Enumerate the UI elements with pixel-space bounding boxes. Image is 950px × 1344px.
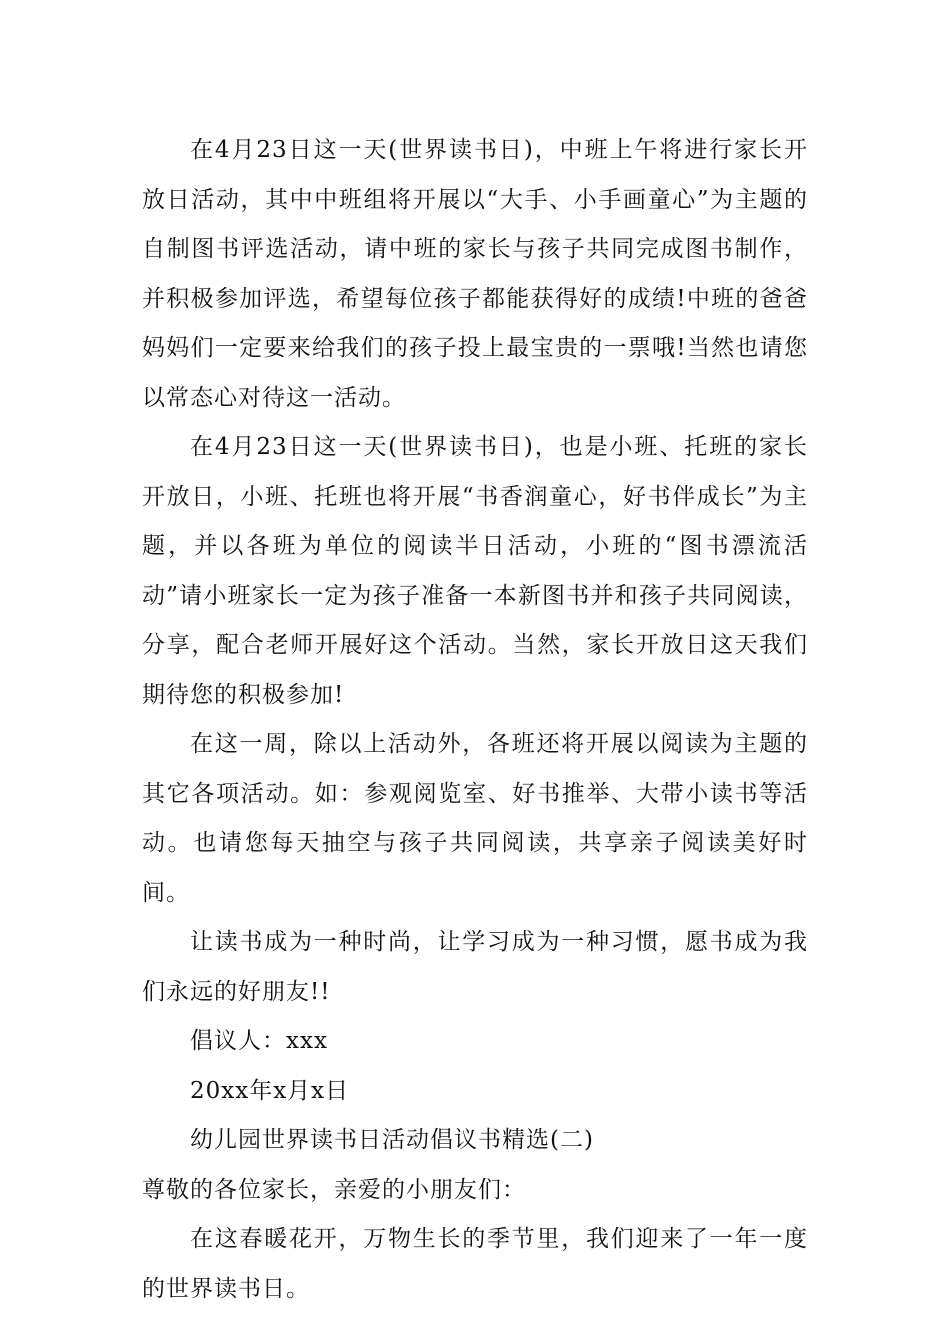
signature-proposer: 倡议人：xxx [190, 1028, 328, 1054]
paragraph-kindergarten-middle-class: 在4月23日这一天(世界读书日)，中班上午将进行家长开放日活动，其中中班组将开展以“大手、小手画童心”为主题的自制图书评选活动，请中班的家长与孩子共同完成图书制作，并积极参加评选，希望每位孩子都能获得好的成绩!中班的爸爸妈妈们一定要来给我们的孩子投上最宝贵的一票哦!当然也请您以常态心对待这一活动。 [142, 137, 808, 411]
document-body [142, 126, 808, 1314]
paragraph-spring-intro: 在这春暖花开，万物生长的季节里，我们迎来了一年一度的世界读书日。 [142, 1226, 808, 1302]
greeting-line: 尊敬的各位家长，亲爱的小朋友们： [142, 1176, 526, 1203]
paragraph-reading-slogan: 让读书成为一种时尚，让学习成为一种习惯，愿书成为我们永远的好朋友!! [142, 929, 808, 1005]
paragraph-kindergarten-small-class: 在4月23日这一天(世界读书日)，也是小班、托班的家长开放日，小班、托班也将开展“书香润童心，好书伴成长”为主题，并以各班为单位的阅读半日活动，小班的“图书漂流活动”请小班家长一定为孩子准备一本新图书并和孩子共同阅读，分享，配合老师开展好这个活动。当然，家长开放日这天我们期待您的积极参加! [142, 434, 808, 708]
signature-date: 20xx年x月x日 [190, 1077, 350, 1104]
paragraph-weekly-activities: 在这一周，除以上活动外，各班还将开展以阅读为主题的其它各项活动。如：参观阅览室、好书推举、大带小读书等活动。也请您每天抽空与孩子共同阅读，共享亲子阅读美好时间。 [142, 731, 808, 906]
section-title: 幼儿园世界读书日活动倡议书精选(二) [190, 1127, 594, 1153]
